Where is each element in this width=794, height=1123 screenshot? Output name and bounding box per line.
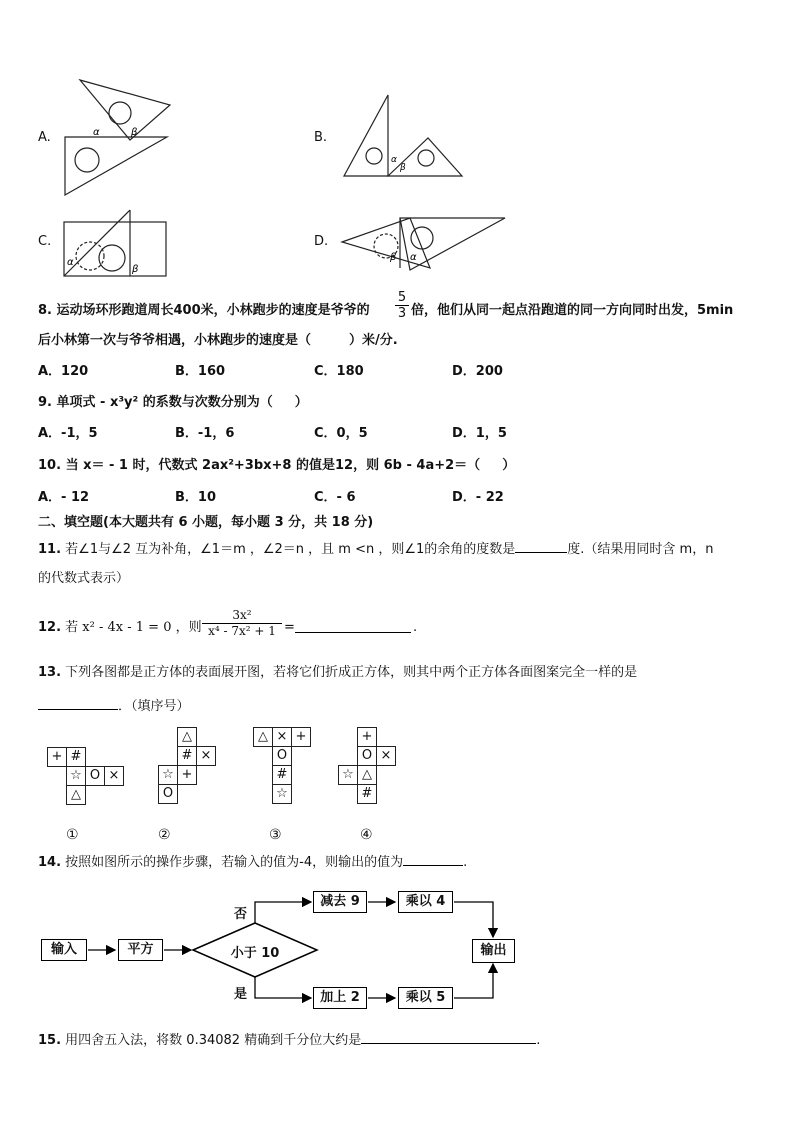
q14-text: 按照如图所示的操作步骤，若输入的值为-4，则输出的值为 bbox=[65, 855, 404, 870]
net-cell: + bbox=[177, 765, 197, 785]
option-a-label: A. bbox=[38, 130, 51, 145]
q8-option-d: D．200 bbox=[452, 364, 503, 379]
flowchart bbox=[38, 885, 558, 1020]
question-14 bbox=[38, 853, 467, 871]
net-cell: # bbox=[272, 765, 292, 785]
beta-label: β bbox=[400, 163, 406, 173]
net-label: ① bbox=[66, 827, 79, 843]
net-cell: # bbox=[66, 747, 86, 767]
q8-option-c: C．180 bbox=[314, 364, 364, 379]
q9-number: 9. bbox=[38, 395, 52, 410]
question-15 bbox=[38, 1031, 540, 1049]
net-cell: + bbox=[291, 727, 311, 747]
q10-option-c: C．- 6 bbox=[314, 490, 356, 505]
q7-figures bbox=[0, 0, 794, 290]
net-cell: O bbox=[85, 766, 105, 786]
q9-option-b: B．-1，6 bbox=[175, 426, 235, 441]
q15-text: 用四舍五入法，将数 0.34082 精确到千分位大约是 bbox=[65, 1033, 362, 1048]
net-label: ④ bbox=[360, 827, 373, 843]
net-cell: O bbox=[158, 784, 178, 804]
option-d-label: D. bbox=[314, 234, 329, 249]
cube-net-4 bbox=[338, 727, 418, 847]
q13-line2: ．（填序号） bbox=[118, 699, 190, 714]
beta-label: β bbox=[131, 127, 138, 138]
q8-number: 8. bbox=[38, 303, 52, 318]
beta-label: β bbox=[132, 264, 139, 275]
q12-answer-blank[interactable] bbox=[295, 620, 411, 633]
times-5-box: 乘以 5 bbox=[398, 987, 453, 1009]
q11-answer-blank[interactable] bbox=[515, 540, 567, 553]
q14-number: 14. bbox=[38, 855, 62, 870]
alpha-label: α bbox=[67, 257, 74, 268]
alpha-label: α bbox=[410, 252, 417, 263]
q10-text-b: ） bbox=[502, 458, 516, 473]
q12-end: . bbox=[413, 620, 418, 635]
net-cell: △ bbox=[177, 727, 197, 747]
beta-label: β bbox=[390, 252, 397, 263]
q15-end: . bbox=[536, 1033, 541, 1048]
plus-2-box: 加上 2 bbox=[313, 987, 367, 1009]
q9-option-d: D．1，5 bbox=[452, 426, 507, 441]
net-cell: △ bbox=[357, 765, 377, 785]
alpha-label: α bbox=[93, 127, 100, 138]
yes-label: 是 bbox=[234, 987, 248, 1002]
output-box: 输出 bbox=[472, 939, 515, 963]
q14-end: . bbox=[463, 855, 468, 870]
net-label: ② bbox=[158, 827, 171, 843]
q8-text-a: 运动场环形跑道周长400米，小林跑步的速度是爷爷的 bbox=[56, 303, 370, 318]
triangle-figure-c bbox=[60, 208, 170, 280]
section-2-title: 二、填空题(本大题共有 6 小题，每小题 3 分，共 18 分) bbox=[38, 515, 374, 530]
net-cell: # bbox=[177, 746, 197, 766]
square-box: 平方 bbox=[118, 939, 163, 961]
option-b-label: B. bbox=[314, 130, 328, 145]
q10-option-a: A．- 12 bbox=[38, 490, 90, 505]
q9-option-a: A．-1，5 bbox=[38, 426, 98, 441]
net-cell: O bbox=[272, 746, 292, 766]
net-cell: ☆ bbox=[158, 765, 178, 785]
q14-answer-blank[interactable] bbox=[403, 853, 463, 866]
q15-answer-blank[interactable] bbox=[361, 1031, 536, 1044]
net-cell: ☆ bbox=[338, 765, 358, 785]
triangle-figure-a bbox=[55, 75, 175, 200]
q10-number: 10. bbox=[38, 458, 62, 473]
net-cell: + bbox=[357, 727, 377, 747]
q9-option-c: C．0，5 bbox=[314, 426, 368, 441]
cube-net-1 bbox=[47, 747, 127, 847]
net-cell: × bbox=[104, 766, 124, 786]
q13-answer-blank[interactable] bbox=[38, 697, 118, 710]
q10-option-b: B．10 bbox=[175, 490, 216, 505]
q8-line2-b: ）米/分. bbox=[349, 333, 398, 348]
net-cell: × bbox=[272, 727, 292, 747]
q9-text-a: 单项式 - x³y² 的系数与次数分别为（ bbox=[56, 395, 273, 410]
no-label: 否 bbox=[234, 907, 248, 922]
net-cell: ☆ bbox=[272, 784, 292, 804]
q12-number: 12. bbox=[38, 620, 62, 635]
q12-equals: = bbox=[284, 620, 295, 635]
net-cell: △ bbox=[66, 785, 86, 805]
net-cell: # bbox=[357, 784, 377, 804]
q11-number: 11. bbox=[38, 542, 62, 557]
q8-text-b: 倍，他们从同一起点沿跑道的同一方向同时出发，5min bbox=[411, 303, 734, 318]
times-4-box: 乘以 4 bbox=[398, 891, 453, 913]
decision-label: 小于 10 bbox=[230, 946, 280, 961]
q12-fraction: 3x² x⁴ - 7x² + 1 bbox=[202, 608, 282, 639]
alpha-label: α bbox=[391, 155, 397, 165]
q15-number: 15. bbox=[38, 1033, 62, 1048]
q8-line2-a: 后小林第一次与爷爷相遇，小林跑步的速度是（ bbox=[38, 333, 312, 348]
option-c-label: C. bbox=[38, 234, 52, 249]
q8-option-b: B．160 bbox=[175, 364, 226, 379]
q8-fraction: 5 3 bbox=[395, 290, 409, 321]
q13-text: 下列各图都是正方体的表面展开图，若将它们折成正方体，则其中两个正方体各面图案完全一样的是 bbox=[65, 665, 638, 680]
q10-text: 当 x＝ - 1 时，代数式 2ax²+3bx+8 的值是12，则 6b - 4a+2＝（ bbox=[65, 458, 481, 473]
cube-net-2 bbox=[158, 727, 238, 847]
net-label: ③ bbox=[269, 827, 282, 843]
cube-net-3 bbox=[253, 727, 333, 847]
q10-option-d: D．- 22 bbox=[452, 490, 504, 505]
input-box: 输入 bbox=[41, 939, 87, 961]
minus-9-box: 减去 9 bbox=[313, 891, 367, 913]
net-cell: ☆ bbox=[66, 766, 86, 786]
q12-text-a: 若 x² - 4x - 1 = 0 ，则 bbox=[65, 620, 202, 635]
net-cell: × bbox=[196, 746, 216, 766]
net-cell: × bbox=[376, 746, 396, 766]
q13-number: 13. bbox=[38, 665, 62, 680]
q9-text-b: ） bbox=[294, 395, 308, 410]
q11-text-a: 若∠1与∠2 互为补角，∠1＝m ，∠2＝n ，且 m <n ，则∠1的余角的度数是 bbox=[65, 542, 516, 557]
triangle-figure-d bbox=[340, 210, 510, 272]
q8-option-a: A．120 bbox=[38, 364, 89, 379]
q11-text-b: 度.（结果用同时含 m，n bbox=[567, 542, 714, 557]
net-cell: O bbox=[357, 746, 377, 766]
net-cell: + bbox=[47, 747, 67, 767]
net-cell: △ bbox=[253, 727, 273, 747]
q11-line2: 的代数式表示） bbox=[38, 571, 130, 586]
triangle-figure-b bbox=[340, 92, 470, 182]
